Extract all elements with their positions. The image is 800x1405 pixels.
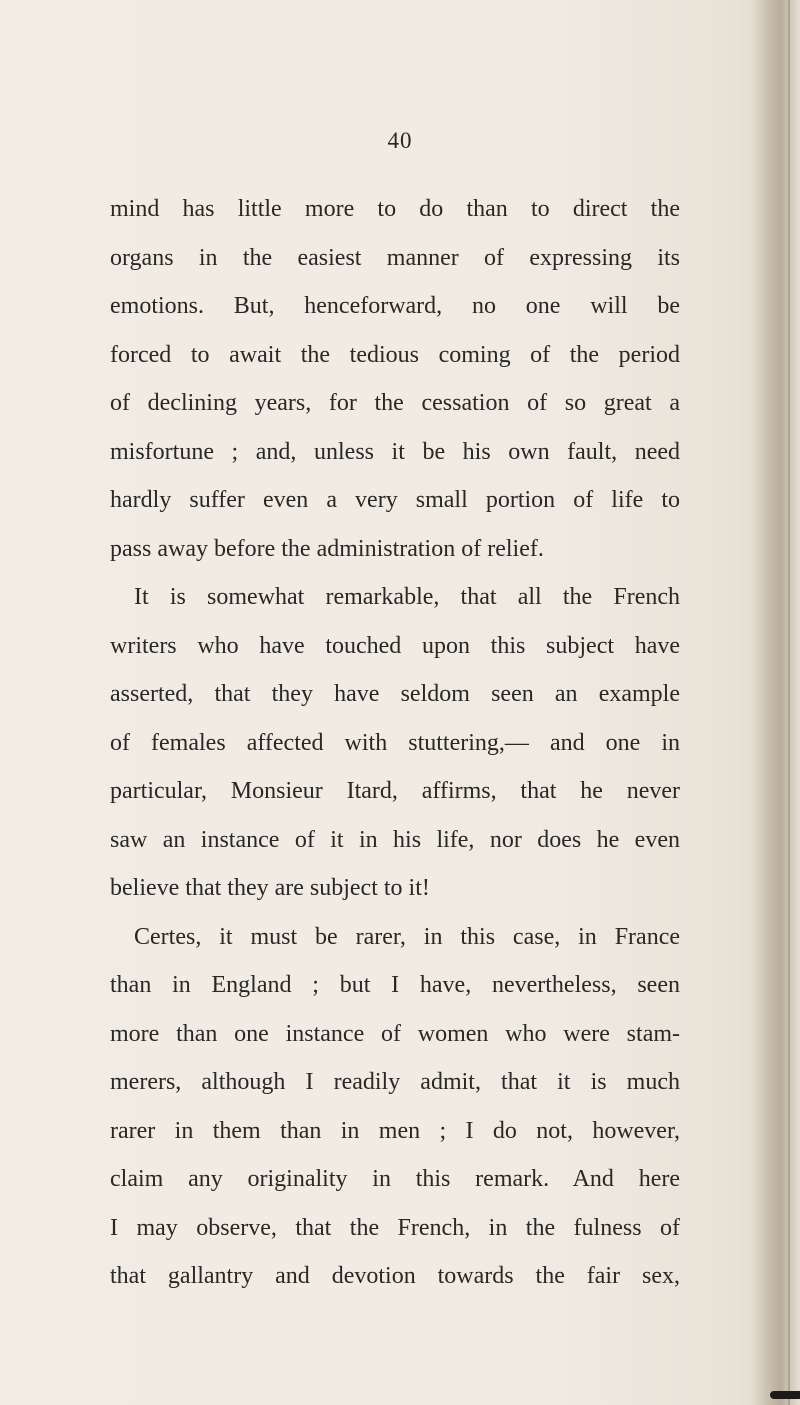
text-line: I may observe, that the French, in the fulness of bbox=[110, 1214, 680, 1241]
text-line: believe that they are subject to it! bbox=[110, 875, 430, 901]
text-line: merers, although I readily admit, that it is much bbox=[110, 1069, 680, 1095]
text-line: more than one instance of women who were stam- bbox=[110, 1020, 680, 1047]
text-line: writers who have touched upon this subject have bbox=[110, 632, 680, 659]
paragraph-start-line: It is somewhat remarkable, that all the French bbox=[134, 584, 680, 610]
text-line: forced to await the tedious coming of the period bbox=[110, 341, 680, 368]
text-line: misfortune ; and, unless it be his own fault, need bbox=[110, 438, 680, 465]
text-line: than in England ; but I have, nevertheless, seen bbox=[110, 972, 680, 998]
binding-ink-mark bbox=[770, 1391, 800, 1399]
page-number: 40 bbox=[387, 128, 413, 153]
binding-edge-line bbox=[788, 0, 790, 1405]
text-line: of females affected with stuttering,— and one in bbox=[110, 729, 680, 756]
text-line: particular, Monsieur Itard, affirms, that he never bbox=[110, 778, 680, 804]
text-line: organs in the easiest manner of expressing its bbox=[110, 244, 680, 271]
text-line: saw an instance of it in his life, nor does he even bbox=[110, 826, 680, 853]
text-line: rarer in them than in men ; I do not, however, bbox=[110, 1117, 680, 1144]
text-line: emotions. But, henceforward, no one will be bbox=[110, 293, 680, 319]
text-line: hardly suffer even a very small portion of life to bbox=[110, 487, 680, 513]
paragraph-start-line: Certes, it must be rarer, in this case, in France bbox=[134, 923, 680, 950]
text-line: claim any originality in this remark. And here bbox=[110, 1166, 680, 1192]
text-line: asserted, that they have seldom seen an example bbox=[110, 681, 680, 707]
text-line: pass away before the administration of relief. bbox=[110, 535, 544, 562]
body-text bbox=[110, 185, 680, 1301]
text-line: mind has little more to do than to direct the bbox=[110, 196, 680, 222]
text-line: that gallantry and devotion towards the fair sex, bbox=[110, 1263, 680, 1289]
text-line: of declining years, for the cessation of so great a bbox=[110, 390, 680, 416]
binding-gutter bbox=[752, 0, 800, 1405]
